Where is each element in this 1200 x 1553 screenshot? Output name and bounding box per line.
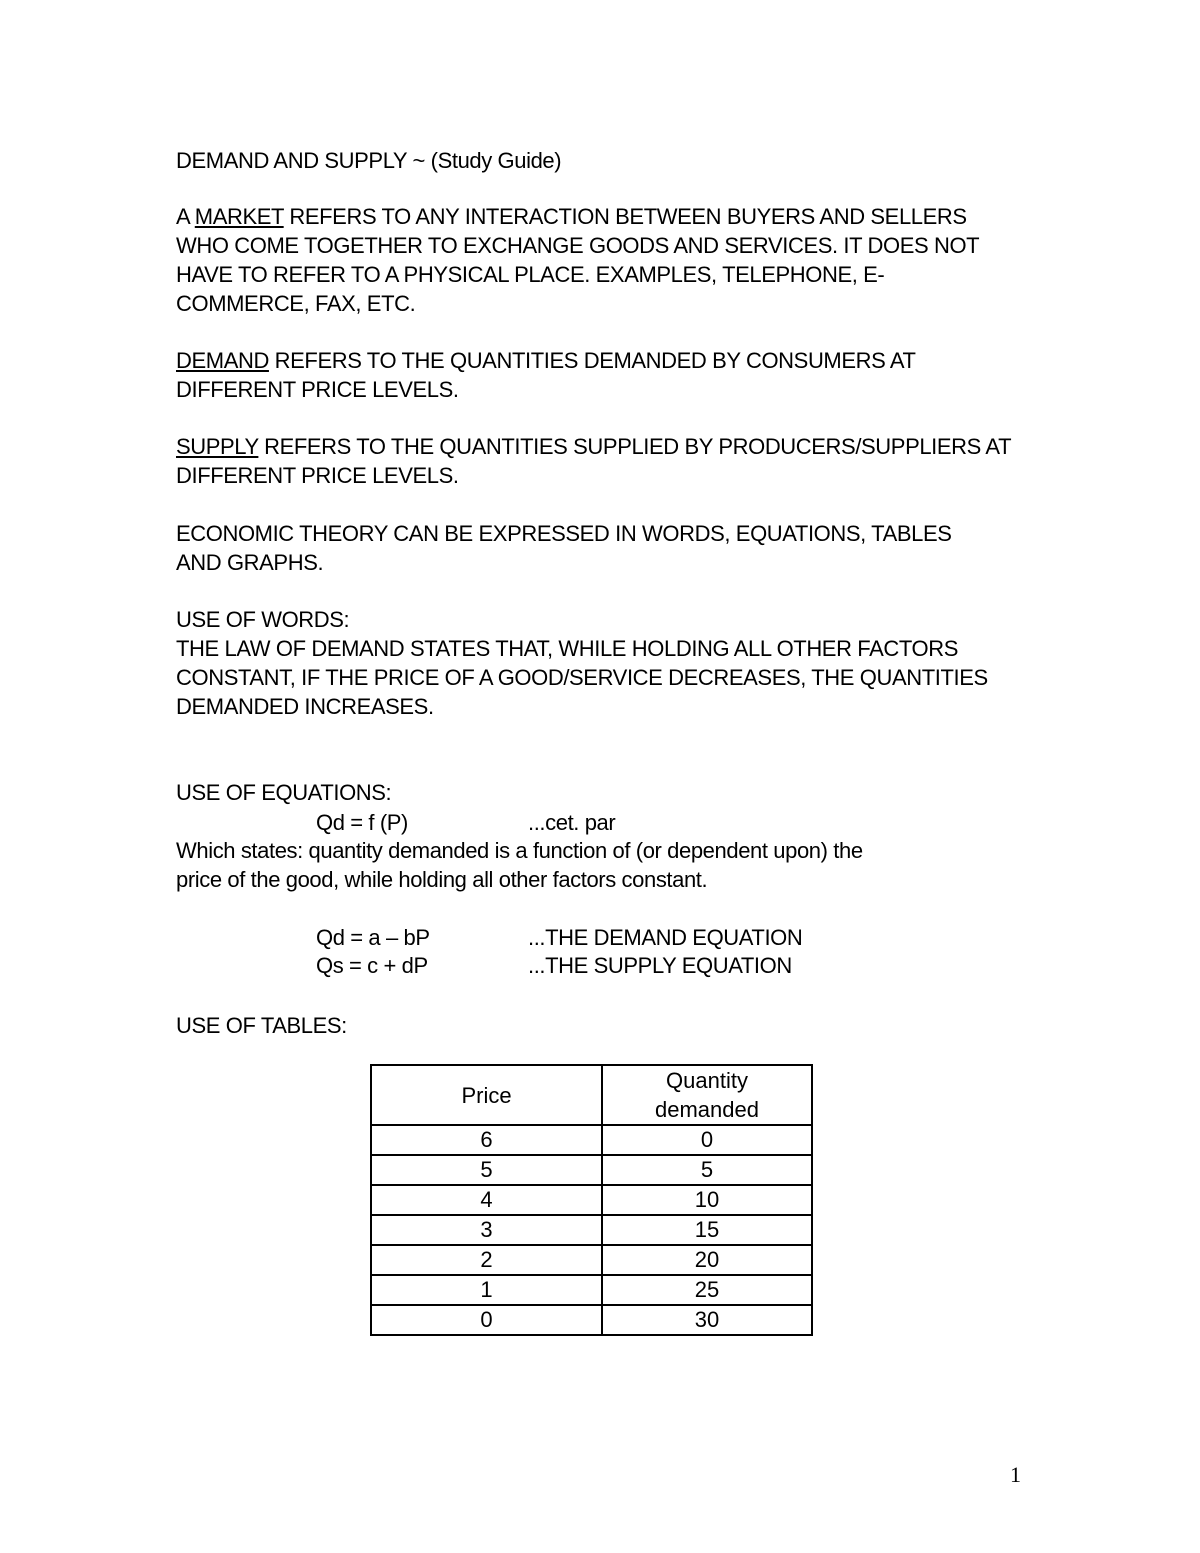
quantity-header-line-2: demanded [655, 1097, 759, 1122]
tables-heading: USE OF TABLES: [176, 1013, 347, 1038]
quantity-header-line-1: Quantity [666, 1068, 748, 1093]
price-cell: 5 [371, 1155, 602, 1185]
market-line-2: WHO COME TOGETHER TO EXCHANGE GOODS AND SERVICES. IT DOES NOT [176, 233, 980, 258]
demand-definition [176, 346, 1056, 404]
quantity-column-header [602, 1065, 812, 1125]
explanation-line-2: price of the good, while holding all other factors constant. [176, 867, 708, 892]
demand-term: DEMAND [176, 348, 269, 373]
supply-text-1: REFERS TO THE QUANTITIES SUPPLIED BY PRODUCERS/SUPPLIERS AT [258, 434, 1012, 459]
words-line-2: CONSTANT, IF THE PRICE OF A GOOD/SERVICE DECREASES, THE QUANTITIES [176, 665, 988, 690]
supply-term: SUPPLY [176, 434, 259, 459]
table-header-row [371, 1065, 812, 1125]
quantity-cell: 20 [602, 1245, 812, 1275]
price-column-header: Price [371, 1065, 602, 1125]
table-row [371, 1185, 812, 1215]
market-line-1 [176, 202, 1056, 231]
demand-equation-note: ...THE DEMAND EQUATION [528, 925, 803, 950]
demand-line-2: DIFFERENT PRICE LEVELS. [176, 377, 459, 402]
supply-line-1 [176, 432, 1056, 461]
document-title: DEMAND AND SUPPLY ~ (Study Guide) [176, 148, 562, 173]
use-of-words-section [176, 605, 1056, 721]
page-number: 1 [1010, 1462, 1021, 1487]
economic-theory-paragraph [176, 519, 1056, 577]
price-cell: 0 [371, 1305, 602, 1335]
demand-schedule-table [370, 1064, 813, 1336]
function-equation-row [176, 808, 1056, 837]
quantity-cell: 25 [602, 1275, 812, 1305]
supply-definition [176, 432, 1056, 490]
quantity-cell: 0 [602, 1125, 812, 1155]
table-row [371, 1125, 812, 1155]
market-text-1: REFERS TO ANY INTERACTION BETWEEN BUYERS AND SELLERS [283, 204, 967, 229]
price-cell: 2 [371, 1245, 602, 1275]
function-note: ...cet. par [528, 810, 616, 835]
theory-line-2: AND GRAPHS. [176, 550, 324, 575]
price-cell: 3 [371, 1215, 602, 1245]
demand-text-1: REFERS TO THE QUANTITIES DEMANDED BY CONSUMERS AT [268, 348, 916, 373]
supply-equation-row [176, 951, 1056, 980]
market-line-3: HAVE TO REFER TO A PHYSICAL PLACE. EXAMPLES, TELEPHONE, E- [176, 262, 885, 287]
words-line-3: DEMANDED INCREASES. [176, 694, 434, 719]
market-definition [176, 202, 1056, 318]
supply-line-2: DIFFERENT PRICE LEVELS. [176, 463, 459, 488]
price-cell: 1 [371, 1275, 602, 1305]
market-term: MARKET [194, 204, 284, 229]
supply-equation-note: ...THE SUPPLY EQUATION [528, 953, 792, 978]
table-row [371, 1275, 812, 1305]
demand-equation: Qd = a – bP [316, 925, 430, 950]
equations-heading: USE OF EQUATIONS: [176, 780, 392, 805]
words-line-1: THE LAW OF DEMAND STATES THAT, WHILE HOLDING ALL OTHER FACTORS [176, 636, 958, 661]
table-row [371, 1155, 812, 1185]
market-prefix: A [176, 204, 195, 229]
quantity-cell: 30 [602, 1305, 812, 1335]
function-equation: Qd = f (P) [316, 810, 408, 835]
quantity-cell: 10 [602, 1185, 812, 1215]
demand-equation-row [176, 923, 1056, 952]
use-of-equations-section [176, 778, 1056, 998]
demand-line-1 [176, 346, 1056, 375]
words-heading: USE OF WORDS: [176, 607, 350, 632]
price-cell: 4 [371, 1185, 602, 1215]
quantity-cell: 5 [602, 1155, 812, 1185]
supply-equation: Qs = c + dP [316, 953, 428, 978]
table-row [371, 1305, 812, 1335]
explanation-line-1: Which states: quantity demanded is a function of (or dependent upon) the [176, 838, 863, 863]
quantity-cell: 15 [602, 1215, 812, 1245]
theory-line-1: ECONOMIC THEORY CAN BE EXPRESSED IN WORDS, EQUATIONS, TABLES [176, 521, 952, 546]
table-row [371, 1215, 812, 1245]
table-row [371, 1245, 812, 1275]
market-line-4: COMMERCE, FAX, ETC. [176, 291, 416, 316]
price-cell: 6 [371, 1125, 602, 1155]
